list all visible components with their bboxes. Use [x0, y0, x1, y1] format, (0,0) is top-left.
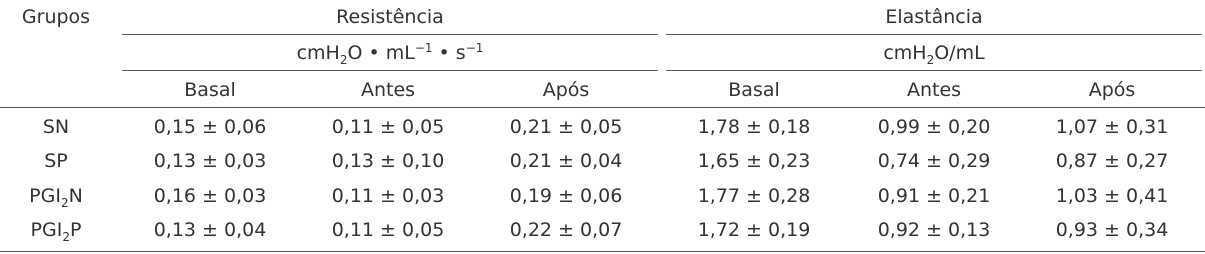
value-cell: 0,99 ± 0,20 — [877, 116, 991, 138]
header-bottom-rule — [0, 107, 1205, 108]
elastancia-title-rule — [666, 34, 1202, 35]
value-cell: 0,21 ± 0,05 — [509, 116, 623, 138]
value-cell: 1,03 ± 0,41 — [1055, 185, 1169, 207]
value-cell: 0,74 ± 0,29 — [877, 150, 991, 172]
resistencia-title-rule — [122, 34, 658, 35]
resistencia-unit-rule — [122, 70, 658, 71]
groups-header: Grupos — [21, 6, 91, 28]
value-cell: 0,92 ± 0,13 — [877, 219, 991, 241]
subheader-elastancia-apos: Após — [1088, 79, 1136, 101]
elastancia-unit-rule — [666, 70, 1202, 71]
value-cell: 0,93 ± 0,34 — [1055, 219, 1169, 241]
subheader-elastancia-basal: Basal — [728, 79, 780, 101]
value-cell: 1,72 ± 0,19 — [697, 219, 811, 241]
elastancia-title: Elastância — [885, 6, 983, 28]
value-cell: 1,78 ± 0,18 — [697, 116, 811, 138]
value-cell: 0,11 ± 0,05 — [331, 219, 445, 241]
value-cell: 0,13 ± 0,04 — [153, 219, 267, 241]
resistencia-unit: cmH$_2$O • $mL^{-1}$ • $s^{-1}$ — [296, 41, 484, 67]
subheader-resistencia-antes: Antes — [360, 79, 416, 101]
subheader-elastancia-antes: Antes — [906, 79, 962, 101]
group-label: $PGI_2N$ — [29, 185, 83, 210]
group-label: $PGI_2P$ — [30, 219, 82, 244]
value-cell: 0,16 ± 0,03 — [153, 185, 267, 207]
value-cell: 0,22 ± 0,07 — [509, 219, 623, 241]
resistencia-title: Resistência — [336, 6, 444, 28]
value-cell: 1,77 ± 0,28 — [697, 185, 811, 207]
value-cell: 0,21 ± 0,04 — [509, 150, 623, 172]
elastancia-unit: cmH$_2$O/mL — [883, 42, 985, 67]
subheader-resistencia-basal: Basal — [184, 79, 236, 101]
value-cell: 0,19 ± 0,06 — [509, 185, 623, 207]
group-label: SN — [42, 116, 70, 138]
value-cell: 0,11 ± 0,03 — [331, 185, 445, 207]
subheader-resistencia-apos: Após — [542, 79, 590, 101]
value-cell: 1,65 ± 0,23 — [697, 150, 811, 172]
value-cell: 0,87 ± 0,27 — [1055, 150, 1169, 172]
value-cell: 1,07 ± 0,31 — [1055, 116, 1169, 138]
value-cell: 0,13 ± 0,03 — [153, 150, 267, 172]
group-label: SP — [44, 150, 68, 172]
value-cell: 0,13 ± 0,10 — [331, 150, 445, 172]
value-cell: 0,11 ± 0,05 — [331, 116, 445, 138]
value-cell: 0,15 ± 0,06 — [153, 116, 267, 138]
value-cell: 0,91 ± 0,21 — [877, 185, 991, 207]
table-bottom-rule — [0, 251, 1205, 252]
